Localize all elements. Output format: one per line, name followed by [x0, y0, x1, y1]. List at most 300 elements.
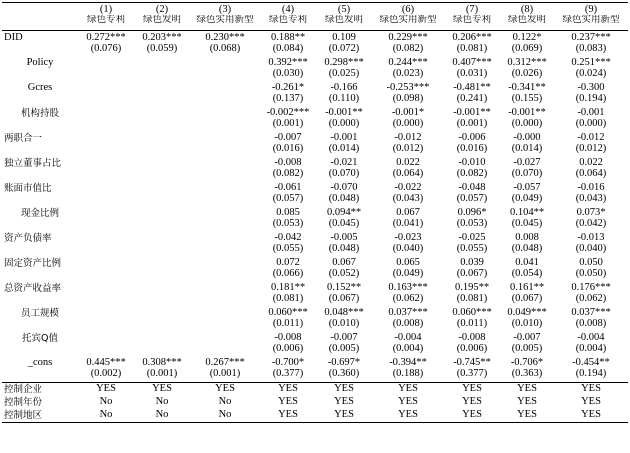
coefficient-cell: 0.060*** — [268, 307, 308, 318]
variable-name: Policy — [26, 57, 54, 68]
coefficient-cell: 0.230*** — [205, 32, 245, 43]
control-value: YES — [278, 409, 298, 421]
model-name-header: 绿色发明 — [507, 15, 546, 25]
coefficient-cell: 0.161** — [509, 282, 545, 293]
standard-error-cell: (0.010) — [511, 318, 543, 329]
standard-error-row — [2, 269, 628, 282]
standard-error-row — [2, 94, 628, 107]
variable-name: 员工规模 — [20, 308, 59, 319]
standard-error-cell — [134, 119, 190, 132]
coefficient-cell: 0.041 — [515, 257, 539, 268]
standard-error-cell: (0.363) — [511, 368, 543, 379]
standard-error-cell: (0.045) — [328, 218, 360, 229]
coefficient-cell: -0.454** — [572, 357, 610, 368]
coefficient-cell — [134, 256, 190, 269]
coefficient-cell: -0.006 — [458, 132, 486, 143]
blank-cell — [2, 144, 78, 157]
coefficient-cell — [134, 56, 190, 69]
coefficient-row — [2, 231, 628, 244]
model-number-header: (5) — [337, 3, 351, 15]
model-name-row — [2, 15, 628, 31]
standard-error-cell: (0.008) — [575, 318, 607, 329]
model-name-header: 绿色发明 — [324, 15, 363, 25]
control-value: YES — [152, 383, 172, 395]
blank-cell — [2, 319, 78, 332]
control-value: YES — [334, 396, 354, 408]
coefficient-cell — [190, 231, 260, 244]
standard-error-cell: (0.002) — [90, 368, 122, 379]
standard-error-cell: (0.072) — [328, 43, 360, 54]
standard-error-cell: (0.048) — [328, 193, 360, 204]
variable-name: 独立董事占比 — [4, 158, 62, 169]
standard-error-cell: (0.194) — [575, 93, 607, 104]
control-value: No — [155, 396, 169, 408]
standard-error-cell: (0.005) — [511, 343, 543, 354]
standard-error-cell: (0.081) — [456, 43, 488, 54]
variable-name: 托宾Q值 — [22, 333, 58, 344]
control-value: YES — [581, 409, 601, 421]
control-value: No — [218, 409, 232, 421]
coefficient-cell: -0.021 — [330, 157, 358, 168]
regression-table — [2, 2, 628, 423]
coefficient-row — [2, 331, 628, 344]
coefficient-cell: 0.267*** — [205, 357, 245, 368]
coefficient-cell: 0.407*** — [452, 57, 492, 68]
standard-error-cell: (0.066) — [272, 268, 304, 279]
standard-error-cell: (0.098) — [392, 93, 424, 104]
standard-error-cell: (0.070) — [511, 168, 543, 179]
standard-error-cell: (0.006) — [456, 343, 488, 354]
coefficient-cell: -0.027 — [513, 157, 541, 168]
blank-cell — [2, 94, 78, 107]
variable-name: 总资产收益率 — [4, 283, 62, 294]
coefficient-cell: -0.010 — [458, 157, 486, 168]
coefficient-cell: -0.008 — [458, 332, 486, 343]
standard-error-cell: (0.006) — [272, 343, 304, 354]
coefficient-cell: 0.022 — [396, 157, 420, 168]
standard-error-cell: (0.050) — [575, 268, 607, 279]
control-value: YES — [96, 383, 116, 395]
coefficient-cell: 0.445*** — [86, 357, 126, 368]
coefficient-cell: -0.700* — [271, 357, 305, 368]
coefficient-cell: 0.049*** — [507, 307, 547, 318]
coefficient-cell — [134, 206, 190, 219]
standard-error-cell — [190, 169, 260, 182]
standard-error-cell: (0.155) — [511, 93, 543, 104]
coefficient-cell — [190, 306, 260, 319]
coefficient-cell: -0.012 — [577, 132, 605, 143]
coefficient-cell — [134, 81, 190, 94]
model-number-header: (1) — [99, 3, 113, 15]
standard-error-cell: (0.053) — [456, 218, 488, 229]
variable-name: 固定资产比例 — [4, 258, 62, 269]
coefficient-cell — [78, 206, 134, 219]
coefficient-row — [2, 81, 628, 94]
standard-error-row — [2, 319, 628, 332]
control-value: YES — [278, 383, 298, 395]
standard-error-cell: (0.040) — [575, 243, 607, 254]
control-value: YES — [398, 383, 418, 395]
standard-error-row — [2, 219, 628, 232]
standard-error-cell — [134, 194, 190, 207]
model-number-header: (8) — [520, 3, 534, 15]
control-value: No — [155, 409, 169, 421]
blank-cell — [2, 44, 78, 57]
standard-error-cell — [134, 169, 190, 182]
standard-error-cell: (0.188) — [392, 368, 424, 379]
control-value: YES — [334, 383, 354, 395]
coefficient-cell: -0.022 — [394, 182, 422, 193]
coefficient-cell: 0.237*** — [571, 32, 611, 43]
model-number-row — [2, 2, 628, 15]
coefficient-cell: -0.042 — [274, 232, 302, 243]
coefficient-cell — [190, 206, 260, 219]
standard-error-cell — [134, 344, 190, 357]
coefficient-row — [2, 281, 628, 294]
coefficient-cell — [190, 331, 260, 344]
coefficient-row — [2, 206, 628, 219]
coefficient-cell: -0.007 — [274, 132, 302, 143]
coefficient-cell: -0.007 — [330, 332, 358, 343]
coefficient-cell: 0.308*** — [142, 357, 182, 368]
coefficient-cell: 0.122* — [512, 32, 542, 43]
coefficient-cell: 0.039 — [460, 257, 484, 268]
standard-error-cell: (0.049) — [511, 193, 543, 204]
coefficient-cell: -0.025 — [458, 232, 486, 243]
variable-name: 资产负债率 — [4, 233, 52, 244]
coefficient-cell: -0.007 — [513, 332, 541, 343]
standard-error-cell: (0.057) — [456, 193, 488, 204]
standard-error-cell — [190, 219, 260, 232]
standard-error-cell: (0.011) — [272, 318, 304, 329]
coefficient-cell: -0.001* — [391, 107, 425, 118]
standard-error-cell: (0.048) — [328, 243, 360, 254]
coefficient-cell: -0.001** — [508, 107, 546, 118]
coefficient-cell — [134, 106, 190, 119]
coefficient-cell: -0.166 — [330, 82, 358, 93]
standard-error-cell: (0.068) — [209, 43, 241, 54]
standard-error-cell — [134, 244, 190, 257]
standard-error-cell: (0.067) — [328, 293, 360, 304]
standard-error-cell: (0.082) — [392, 43, 424, 54]
standard-error-cell — [190, 319, 260, 332]
standard-error-cell: (0.055) — [272, 243, 304, 254]
control-value: No — [218, 396, 232, 408]
standard-error-cell: (0.069) — [511, 43, 543, 54]
standard-error-row — [2, 144, 628, 157]
coefficient-cell — [78, 331, 134, 344]
standard-error-cell — [190, 94, 260, 107]
model-number-header: (9) — [584, 3, 598, 15]
standard-error-cell — [190, 269, 260, 282]
coefficient-cell: -0.061 — [274, 182, 302, 193]
coefficient-cell: -0.001 — [577, 107, 605, 118]
control-value: YES — [581, 383, 601, 395]
standard-error-cell — [190, 344, 260, 357]
standard-error-cell: (0.001) — [456, 118, 488, 129]
standard-error-cell: (0.010) — [328, 318, 360, 329]
coefficient-cell: -0.697* — [327, 357, 361, 368]
coefficient-cell: -0.394** — [389, 357, 427, 368]
standard-error-cell: (0.000) — [575, 118, 607, 129]
coefficient-cell: 0.163*** — [388, 282, 428, 293]
control-value: No — [99, 396, 113, 408]
coefficient-cell: 0.229*** — [388, 32, 428, 43]
standard-error-cell — [190, 294, 260, 307]
standard-error-cell: (0.067) — [511, 293, 543, 304]
control-value: YES — [581, 396, 601, 408]
standard-error-cell: (0.012) — [392, 143, 424, 154]
coefficient-cell — [78, 256, 134, 269]
standard-error-cell: (0.000) — [392, 118, 424, 129]
standard-error-cell: (0.059) — [146, 43, 178, 54]
model-name-header: 绿色专利 — [86, 15, 125, 25]
control-value: YES — [462, 396, 482, 408]
control-rows — [2, 383, 628, 423]
standard-error-cell: (0.014) — [511, 143, 543, 154]
standard-error-cell: (0.081) — [456, 293, 488, 304]
coefficient-cell — [134, 331, 190, 344]
standard-error-cell: (0.048) — [511, 243, 543, 254]
coefficient-cell: -0.023 — [394, 232, 422, 243]
standard-error-row — [2, 194, 628, 207]
standard-error-cell: (0.049) — [392, 268, 424, 279]
standard-error-cell: (0.082) — [456, 168, 488, 179]
coefficient-row — [2, 131, 628, 144]
coefficient-cell — [190, 156, 260, 169]
standard-error-cell: (0.062) — [392, 293, 424, 304]
variable-name: 现金比例 — [20, 208, 59, 219]
standard-error-cell: (0.053) — [272, 218, 304, 229]
coefficient-rows — [2, 31, 628, 383]
standard-error-cell — [78, 119, 134, 132]
coefficient-cell: 0.312*** — [507, 57, 547, 68]
standard-error-cell: (0.023) — [392, 68, 424, 79]
standard-error-cell: (0.064) — [575, 168, 607, 179]
standard-error-cell: (0.054) — [511, 268, 543, 279]
control-value: YES — [398, 396, 418, 408]
blank-cell — [2, 69, 78, 82]
standard-error-cell: (0.016) — [456, 143, 488, 154]
coefficient-cell — [78, 231, 134, 244]
model-name-header: 绿色发明 — [142, 15, 181, 25]
standard-error-cell: (0.377) — [456, 368, 488, 379]
coefficient-cell: -0.341** — [508, 82, 546, 93]
coefficient-cell: -0.001** — [453, 107, 491, 118]
standard-error-cell — [190, 144, 260, 157]
coefficient-row — [2, 256, 628, 269]
control-row — [2, 383, 628, 397]
blank-cell — [2, 344, 78, 357]
control-value: YES — [462, 383, 482, 395]
coefficient-cell: 0.203*** — [142, 32, 182, 43]
standard-error-cell: (0.000) — [511, 118, 543, 129]
coefficient-cell: 0.060*** — [452, 307, 492, 318]
control-value: No — [99, 409, 113, 421]
coefficient-cell — [190, 56, 260, 69]
coefficient-cell: 0.073* — [576, 207, 606, 218]
standard-error-cell: (0.043) — [392, 193, 424, 204]
coefficient-row — [2, 56, 628, 69]
coefficient-cell: 0.037*** — [571, 307, 611, 318]
blank-cell — [2, 244, 78, 257]
coefficient-cell: 0.176*** — [571, 282, 611, 293]
standard-error-cell — [78, 344, 134, 357]
standard-error-cell: (0.041) — [392, 218, 424, 229]
control-value: YES — [334, 409, 354, 421]
standard-error-cell: (0.012) — [575, 143, 607, 154]
standard-error-cell: (0.001) — [209, 368, 241, 379]
blank-cell — [2, 219, 78, 232]
coefficient-cell: 0.272*** — [86, 32, 126, 43]
coefficient-cell: 0.094** — [326, 207, 362, 218]
model-number-header: (4) — [281, 3, 295, 15]
standard-error-cell: (0.005) — [328, 343, 360, 354]
standard-error-cell: (0.045) — [511, 218, 543, 229]
coefficient-cell: 0.181** — [270, 282, 306, 293]
coefficient-row — [2, 156, 628, 169]
standard-error-cell — [134, 319, 190, 332]
control-value: YES — [517, 409, 537, 421]
coefficient-cell — [78, 281, 134, 294]
model-name-header: 绿色实用新型 — [196, 15, 254, 25]
standard-error-row — [2, 344, 628, 357]
coefficient-cell: 0.072 — [276, 257, 300, 268]
coefficient-cell: -0.004 — [394, 332, 422, 343]
coefficient-cell: 0.109 — [332, 32, 356, 43]
standard-error-cell: (0.024) — [575, 68, 607, 79]
blank-cell — [2, 169, 78, 182]
standard-error-cell — [190, 194, 260, 207]
standard-error-cell: (0.360) — [328, 368, 360, 379]
coefficient-cell — [78, 131, 134, 144]
coefficient-cell: -0.012 — [394, 132, 422, 143]
coefficient-row — [2, 106, 628, 119]
coefficient-cell: 0.048*** — [324, 307, 364, 318]
standard-error-cell — [134, 219, 190, 232]
table-header — [2, 2, 628, 31]
standard-error-row — [2, 119, 628, 132]
coefficient-cell: -0.016 — [577, 182, 605, 193]
coefficient-cell — [190, 281, 260, 294]
coefficient-cell — [78, 306, 134, 319]
standard-error-cell: (0.000) — [328, 118, 360, 129]
blank-cell — [2, 194, 78, 207]
coefficient-cell: 0.096* — [457, 207, 487, 218]
standard-error-cell: (0.062) — [575, 293, 607, 304]
coefficient-cell — [190, 256, 260, 269]
coefficient-cell: 0.392*** — [268, 57, 308, 68]
standard-error-cell — [78, 319, 134, 332]
coefficient-cell — [78, 156, 134, 169]
standard-error-cell: (0.076) — [90, 43, 122, 54]
standard-error-cell — [78, 294, 134, 307]
standard-error-cell — [78, 219, 134, 232]
standard-error-cell: (0.052) — [328, 268, 360, 279]
coefficient-cell: -0.013 — [577, 232, 605, 243]
control-name: 控制年份 — [4, 396, 43, 408]
standard-error-cell: (0.081) — [272, 293, 304, 304]
blank-cell — [2, 269, 78, 282]
standard-error-cell: (0.083) — [575, 43, 607, 54]
standard-error-cell — [190, 244, 260, 257]
standard-error-cell: (0.194) — [575, 368, 607, 379]
control-row — [2, 409, 628, 423]
coefficient-cell: -0.048 — [458, 182, 486, 193]
coefficient-cell: 0.206*** — [452, 32, 492, 43]
standard-error-cell: (0.110) — [328, 93, 360, 104]
standard-error-cell: (0.241) — [456, 93, 488, 104]
control-row — [2, 396, 628, 409]
standard-error-row — [2, 244, 628, 257]
standard-error-cell: (0.070) — [328, 168, 360, 179]
standard-error-cell — [134, 94, 190, 107]
coefficient-cell: 0.251*** — [571, 57, 611, 68]
standard-error-cell: (0.001) — [272, 118, 304, 129]
coefficient-row — [2, 306, 628, 319]
standard-error-cell — [78, 144, 134, 157]
standard-error-cell: (0.055) — [456, 243, 488, 254]
standard-error-cell: (0.064) — [392, 168, 424, 179]
standard-error-cell: (0.001) — [146, 368, 178, 379]
coefficient-cell: -0.745** — [453, 357, 491, 368]
standard-error-cell: (0.014) — [328, 143, 360, 154]
standard-error-cell — [190, 119, 260, 132]
standard-error-cell: (0.004) — [575, 343, 607, 354]
standard-error-row — [2, 69, 628, 82]
control-name: 控制企业 — [4, 383, 43, 395]
coefficient-cell: 0.067 — [396, 207, 420, 218]
variable-name: 两职合一 — [4, 133, 43, 144]
standard-error-cell: (0.084) — [272, 43, 304, 54]
coefficient-cell: 0.067 — [332, 257, 356, 268]
control-value: YES — [517, 396, 537, 408]
coefficient-cell — [190, 181, 260, 194]
coefficient-cell — [134, 156, 190, 169]
coefficient-cell — [190, 81, 260, 94]
coefficient-cell: 0.244*** — [388, 57, 428, 68]
coefficient-cell — [190, 106, 260, 119]
model-number-header: (3) — [218, 3, 232, 15]
standard-error-cell — [78, 169, 134, 182]
model-name-header: 绿色专利 — [452, 15, 491, 25]
model-name-header: 绿色实用新型 — [379, 15, 437, 25]
coefficient-cell — [190, 131, 260, 144]
coefficient-cell: -0.001 — [330, 132, 358, 143]
coefficient-cell: 0.008 — [515, 232, 539, 243]
standard-error-row — [2, 44, 628, 57]
coefficient-cell: 0.104** — [509, 207, 545, 218]
standard-error-cell: (0.377) — [272, 368, 304, 379]
variable-name: 账面市值比 — [4, 183, 52, 194]
coefficient-row — [2, 31, 628, 44]
model-number-header: (2) — [155, 3, 169, 15]
control-value: YES — [215, 383, 235, 395]
header-corner-2 — [2, 15, 78, 31]
coefficient-cell — [78, 106, 134, 119]
variable-name: DID — [4, 32, 23, 43]
standard-error-cell: (0.137) — [272, 93, 304, 104]
standard-error-cell: (0.031) — [456, 68, 488, 79]
standard-error-cell — [134, 69, 190, 82]
standard-error-cell — [134, 269, 190, 282]
standard-error-cell — [78, 269, 134, 282]
standard-error-cell — [78, 194, 134, 207]
standard-error-cell — [78, 244, 134, 257]
coefficient-cell: 0.085 — [276, 207, 300, 218]
standard-error-cell: (0.030) — [272, 68, 304, 79]
coefficient-cell: -0.002*** — [266, 107, 310, 118]
